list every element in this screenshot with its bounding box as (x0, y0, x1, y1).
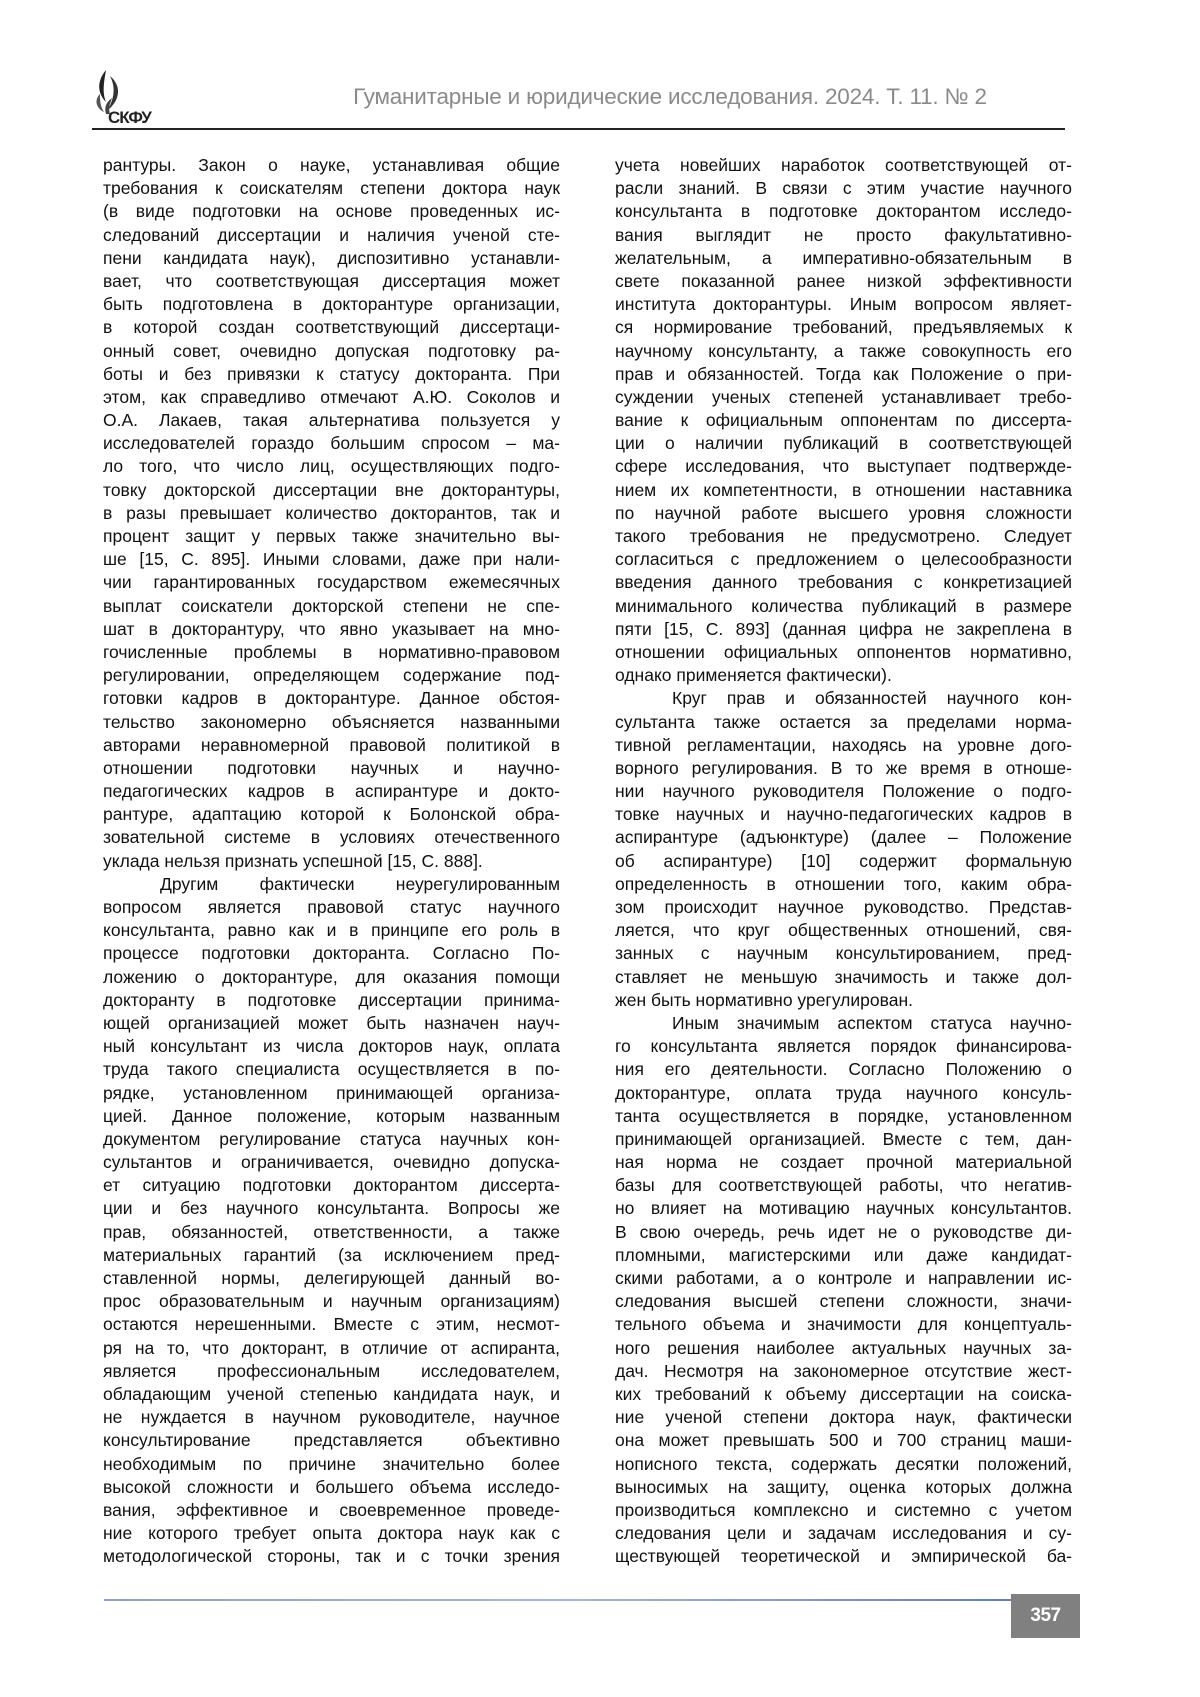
text-line: гочисленные проблемы в нормативно-правовом (103, 641, 560, 662)
text-line: желательным, а императивно-обязательным в (615, 247, 1072, 268)
text-line: пени кандидата наук), диспозитивно устанавли- (103, 247, 560, 268)
text-line: учета новейших наработок соответствующей от- (615, 155, 1072, 175)
text-line: ря на то, что докторант, в отличие от аспиранта, (103, 1337, 560, 1358)
text-line: прос образовательным и научным организациям) (103, 1291, 560, 1312)
text-line: консультанта, равно как и в принципе его роль в (103, 920, 560, 941)
text-line: вания выглядит не просто факультативно- (615, 224, 1072, 245)
text-line: ляется, что круг общественных отношений, свя- (615, 920, 1072, 941)
text-line: пяти [15, С. 893] (данная цифра не закреплена в (615, 618, 1072, 639)
text-line: является профессиональным исследователем, (103, 1360, 560, 1381)
text-line: занных с научным консультированием, пред- (615, 943, 1072, 964)
text-line: научному консультанту, а также совокупность его (615, 340, 1072, 361)
text-line: прав, обязанностей, ответственности, а также (103, 1221, 560, 1242)
text-line: суждении ученых степеней устанавливает требо- (615, 386, 1072, 407)
text-line: сфере исследования, что выступает подтвержде- (615, 456, 1072, 477)
text-line: зовательной системе в условиях отечественного (103, 827, 560, 848)
text-line: го консультанта является порядок финансирова- (615, 1036, 1072, 1057)
text-line: ет ситуацию подготовки докторантом диссерта- (103, 1175, 560, 1196)
text-line: базы для соответствующей работы, что негатив- (615, 1175, 1072, 1196)
text-line: чии гарантированных государством ежемесячных (103, 572, 560, 593)
text-line: ворного регулирования. В то же время в отноше- (615, 757, 1072, 778)
text-line: сультантов и ограничивается, очевидно допуска- (103, 1152, 560, 1173)
journal-title: Гуманитарные и юридические исследования. 2024. Т. 11. № 2 (353, 84, 987, 109)
text-line: труда такого специалиста осуществляется в по- (103, 1059, 560, 1080)
text-line: товке научных и научно-педагогических кадров в (615, 804, 1072, 825)
text-line: отношении подготовки научных и научно- (103, 757, 560, 778)
text-line: выплат соискатели докторской степени не спе- (103, 595, 560, 616)
text-line: уклада нельзя признать успешной [15, С. 888]. (103, 850, 483, 871)
text-line: ложению о докторантуре, для оказания помощи (103, 966, 560, 987)
text-line: ких требований к объему диссертации на соиска- (615, 1383, 1072, 1404)
text-line: ная норма не создает прочной материальной (615, 1152, 1072, 1173)
text-line: такого требования не предусмотрено. Следует (615, 526, 1072, 546)
text-line: рантуры. Закон о науке, устанавливая общие (103, 155, 560, 175)
text-line: консультанта в подготовке докторантом исследо- (615, 201, 1072, 222)
text-line: зом происходит научное руководство. Представ- (615, 897, 1072, 917)
university-logo (92, 68, 182, 130)
text-line: ние которого требует опыта доктора наук как с (103, 1523, 560, 1544)
text-line: ции о наличии публикаций в соответствующей (615, 433, 1072, 454)
text-line: Иным значимым аспектом статуса научно- (672, 1012, 1072, 1033)
text-line: института докторантуры. Иным вопросом являет- (615, 294, 1072, 315)
text-line: (в виде подготовки на основе проведенных ис- (103, 201, 560, 222)
text-line: свете показанной ранее низкой эффективности (615, 270, 1072, 291)
text-line: ние ученой степени доктора наук, фактически (615, 1407, 1072, 1428)
text-line: ный консультант из числа докторов наук, оплата (103, 1036, 560, 1057)
text-line: ше [15, С. 895]. Иными словами, даже при нали- (103, 549, 560, 570)
text-line: следования высшей степени сложности, значи- (615, 1291, 1072, 1312)
text-line: принимающей организацией. Вместе с тем, дан- (615, 1128, 1072, 1149)
text-line: О.А. Лакаев, такая альтернатива пользуется у (103, 410, 560, 431)
text-line: ло того, что число лиц, осуществляющих подго- (103, 456, 560, 477)
text-line: ставленной нормы, делегирующей данный во- (103, 1268, 560, 1288)
text-line: но влияет на мотивацию научных консультантов. (615, 1198, 1072, 1219)
text-line: Другим фактически неурегулированным (160, 873, 560, 894)
text-line: не нуждается в научном руководителе, научное (103, 1407, 560, 1428)
text-line: Круг прав и обязанностей научного кон- (672, 688, 1072, 709)
text-line: требования к соискателям степени доктора наук (103, 178, 560, 199)
text-line: об аспирантуре) [10] содержит формальную (615, 850, 1072, 871)
text-line: по научной работе высшего уровня сложности (615, 502, 1072, 523)
text-line: вания, эффективное и своевременное проведе- (103, 1499, 560, 1520)
text-line: докторантуре, оплата труда научного консуль- (615, 1082, 1072, 1103)
text-line: нии научного руководителя Положение о подго- (615, 781, 1072, 802)
text-line: педагогических кадров в аспирантуре и докто- (103, 781, 560, 802)
text-line: В свою очередь, речь идет не о руководстве ди- (615, 1221, 1072, 1242)
text-line: ществующей теоретической и эмпирической ба- (615, 1546, 1072, 1567)
text-line: рядке, установленном принимающей организа- (103, 1082, 560, 1103)
text-line: ния его деятельности. Согласно Положению о (615, 1059, 1072, 1080)
text-line: вает, что соответствующая диссертация может (103, 270, 560, 291)
text-line: шат в докторантуру, что явно указывает на мно- (103, 618, 560, 639)
text-line: в которой создан соответствующий диссертаци- (103, 317, 560, 338)
text-line: вопросом является правовой статус научного (103, 897, 560, 917)
text-line: быть подготовлена в докторантуре организации, (103, 294, 560, 315)
text-line: следований диссертации и наличия ученой сте- (103, 224, 560, 245)
text-line: процент защит у первых также значительно вы- (103, 526, 560, 546)
text-line: высокой сложности и большего объема исследо- (103, 1476, 560, 1497)
text-line: прав и обязанностей. Тогда как Положение о при- (615, 363, 1072, 384)
text-line: консультирование представляется объективно (103, 1430, 560, 1451)
text-line: ставляет не меньшую значимость и также дол- (615, 966, 1072, 987)
text-line: ного решения наиболее актуальных научных за- (615, 1337, 1072, 1358)
text-line: товку докторской диссертации вне докторантуры, (103, 479, 560, 500)
footer-divider (104, 1599, 1020, 1601)
right-column (615, 154, 1072, 1568)
text-line: нием их компетентности, в отношении наставника (615, 479, 1072, 500)
text-line: готовки кадров в докторантуре. Данное обстоя- (103, 688, 560, 709)
text-line: тельство закономерно объясняется названными (103, 711, 560, 732)
text-line: введения данного требования с конкретизацией (615, 572, 1072, 593)
text-line: процессе подготовки докторанта. Согласно По- (103, 943, 560, 964)
text-line: тивной регламентации, находясь на уровне дого- (615, 734, 1072, 755)
text-line: минимального количества публикаций в размере (615, 595, 1072, 616)
text-line: скими работами, а о контроле и направлении ис- (615, 1268, 1072, 1288)
text-line: необходимым по причине значительно более (103, 1453, 560, 1474)
text-line: обладающим ученой степенью кандидата наук, и (103, 1383, 560, 1404)
text-line: производиться комплексно и системно с учетом (615, 1499, 1072, 1520)
text-line: вание к официальным оппонентам по диссерта- (615, 410, 1072, 431)
text-line: сультанта также остается за пределами норма- (615, 711, 1072, 732)
text-line: регулировании, определяющем содержание под- (103, 665, 560, 686)
text-line: расли знаний. В связи с этим участие научного (615, 178, 1072, 199)
text-line: боты и без привязки к статусу докторанта. При (103, 363, 560, 384)
text-line: докторанту в подготовке диссертации принима- (103, 989, 560, 1010)
text-line: дач. Несмотря на закономерное отсутствие жест- (615, 1360, 1072, 1381)
text-line: танта осуществляется в порядке, установленном (615, 1105, 1072, 1126)
text-line: документом регулирование статуса научных кон- (103, 1128, 560, 1149)
text-line: ся нормирование требований, предъявляемых к (615, 317, 1072, 338)
text-line: авторами неравномерной правовой политикой в (103, 734, 560, 755)
text-line: ции и без научного консультанта. Вопросы же (103, 1198, 560, 1219)
text-line: жен быть нормативно урегулирован. (615, 989, 913, 1010)
text-line: определенность в отношении того, каким обра- (615, 873, 1072, 894)
header-divider (92, 128, 1065, 130)
text-line: онный совет, очевидно допуская подготовку ра- (103, 340, 560, 361)
text-line: следования цели и задачам исследования и су- (615, 1523, 1072, 1544)
text-line: нописного текста, содержать десятки положений, (615, 1453, 1072, 1474)
text-line: остаются нерешенными. Вместе с этим, несмот- (103, 1314, 560, 1335)
text-line: однако применяется фактически). (615, 665, 892, 686)
text-line: отношении официальных оппонентов нормативно, (615, 641, 1072, 662)
left-column (103, 154, 560, 1568)
text-line: аспирантуре (адъюнктуре) (далее – Положение (615, 827, 1072, 848)
text-line: рантуре, адаптацию которой к Болонской обра- (103, 804, 560, 825)
page-number: 357 (1011, 1594, 1080, 1638)
text-line: цией. Данное положение, которым названным (103, 1105, 560, 1126)
logo-text: СКФУ (108, 108, 151, 127)
text-line: ющей организацией может быть назначен науч- (103, 1012, 560, 1033)
text-line: материальных гарантий (за исключением пред- (103, 1244, 560, 1265)
text-line: этом, как справедливо отмечают А.Ю. Соколов и (103, 386, 560, 407)
text-line: исследователей гораздо большим спросом – ма- (103, 433, 560, 454)
text-line: в разы превышает количество докторантов, так и (103, 502, 560, 523)
text-line: она может превышать 500 и 700 страниц маши- (615, 1430, 1072, 1451)
text-line: тельного объема и значимости для концептуаль- (615, 1314, 1072, 1335)
text-line: методологической стороны, так и с точки зрения (103, 1546, 560, 1567)
text-line: выносимых на защиту, оценка которых должна (615, 1476, 1072, 1497)
text-line: пломными, магистерскими или даже кандидат- (615, 1244, 1072, 1265)
text-line: согласиться с предложением о целесообразности (615, 549, 1072, 570)
